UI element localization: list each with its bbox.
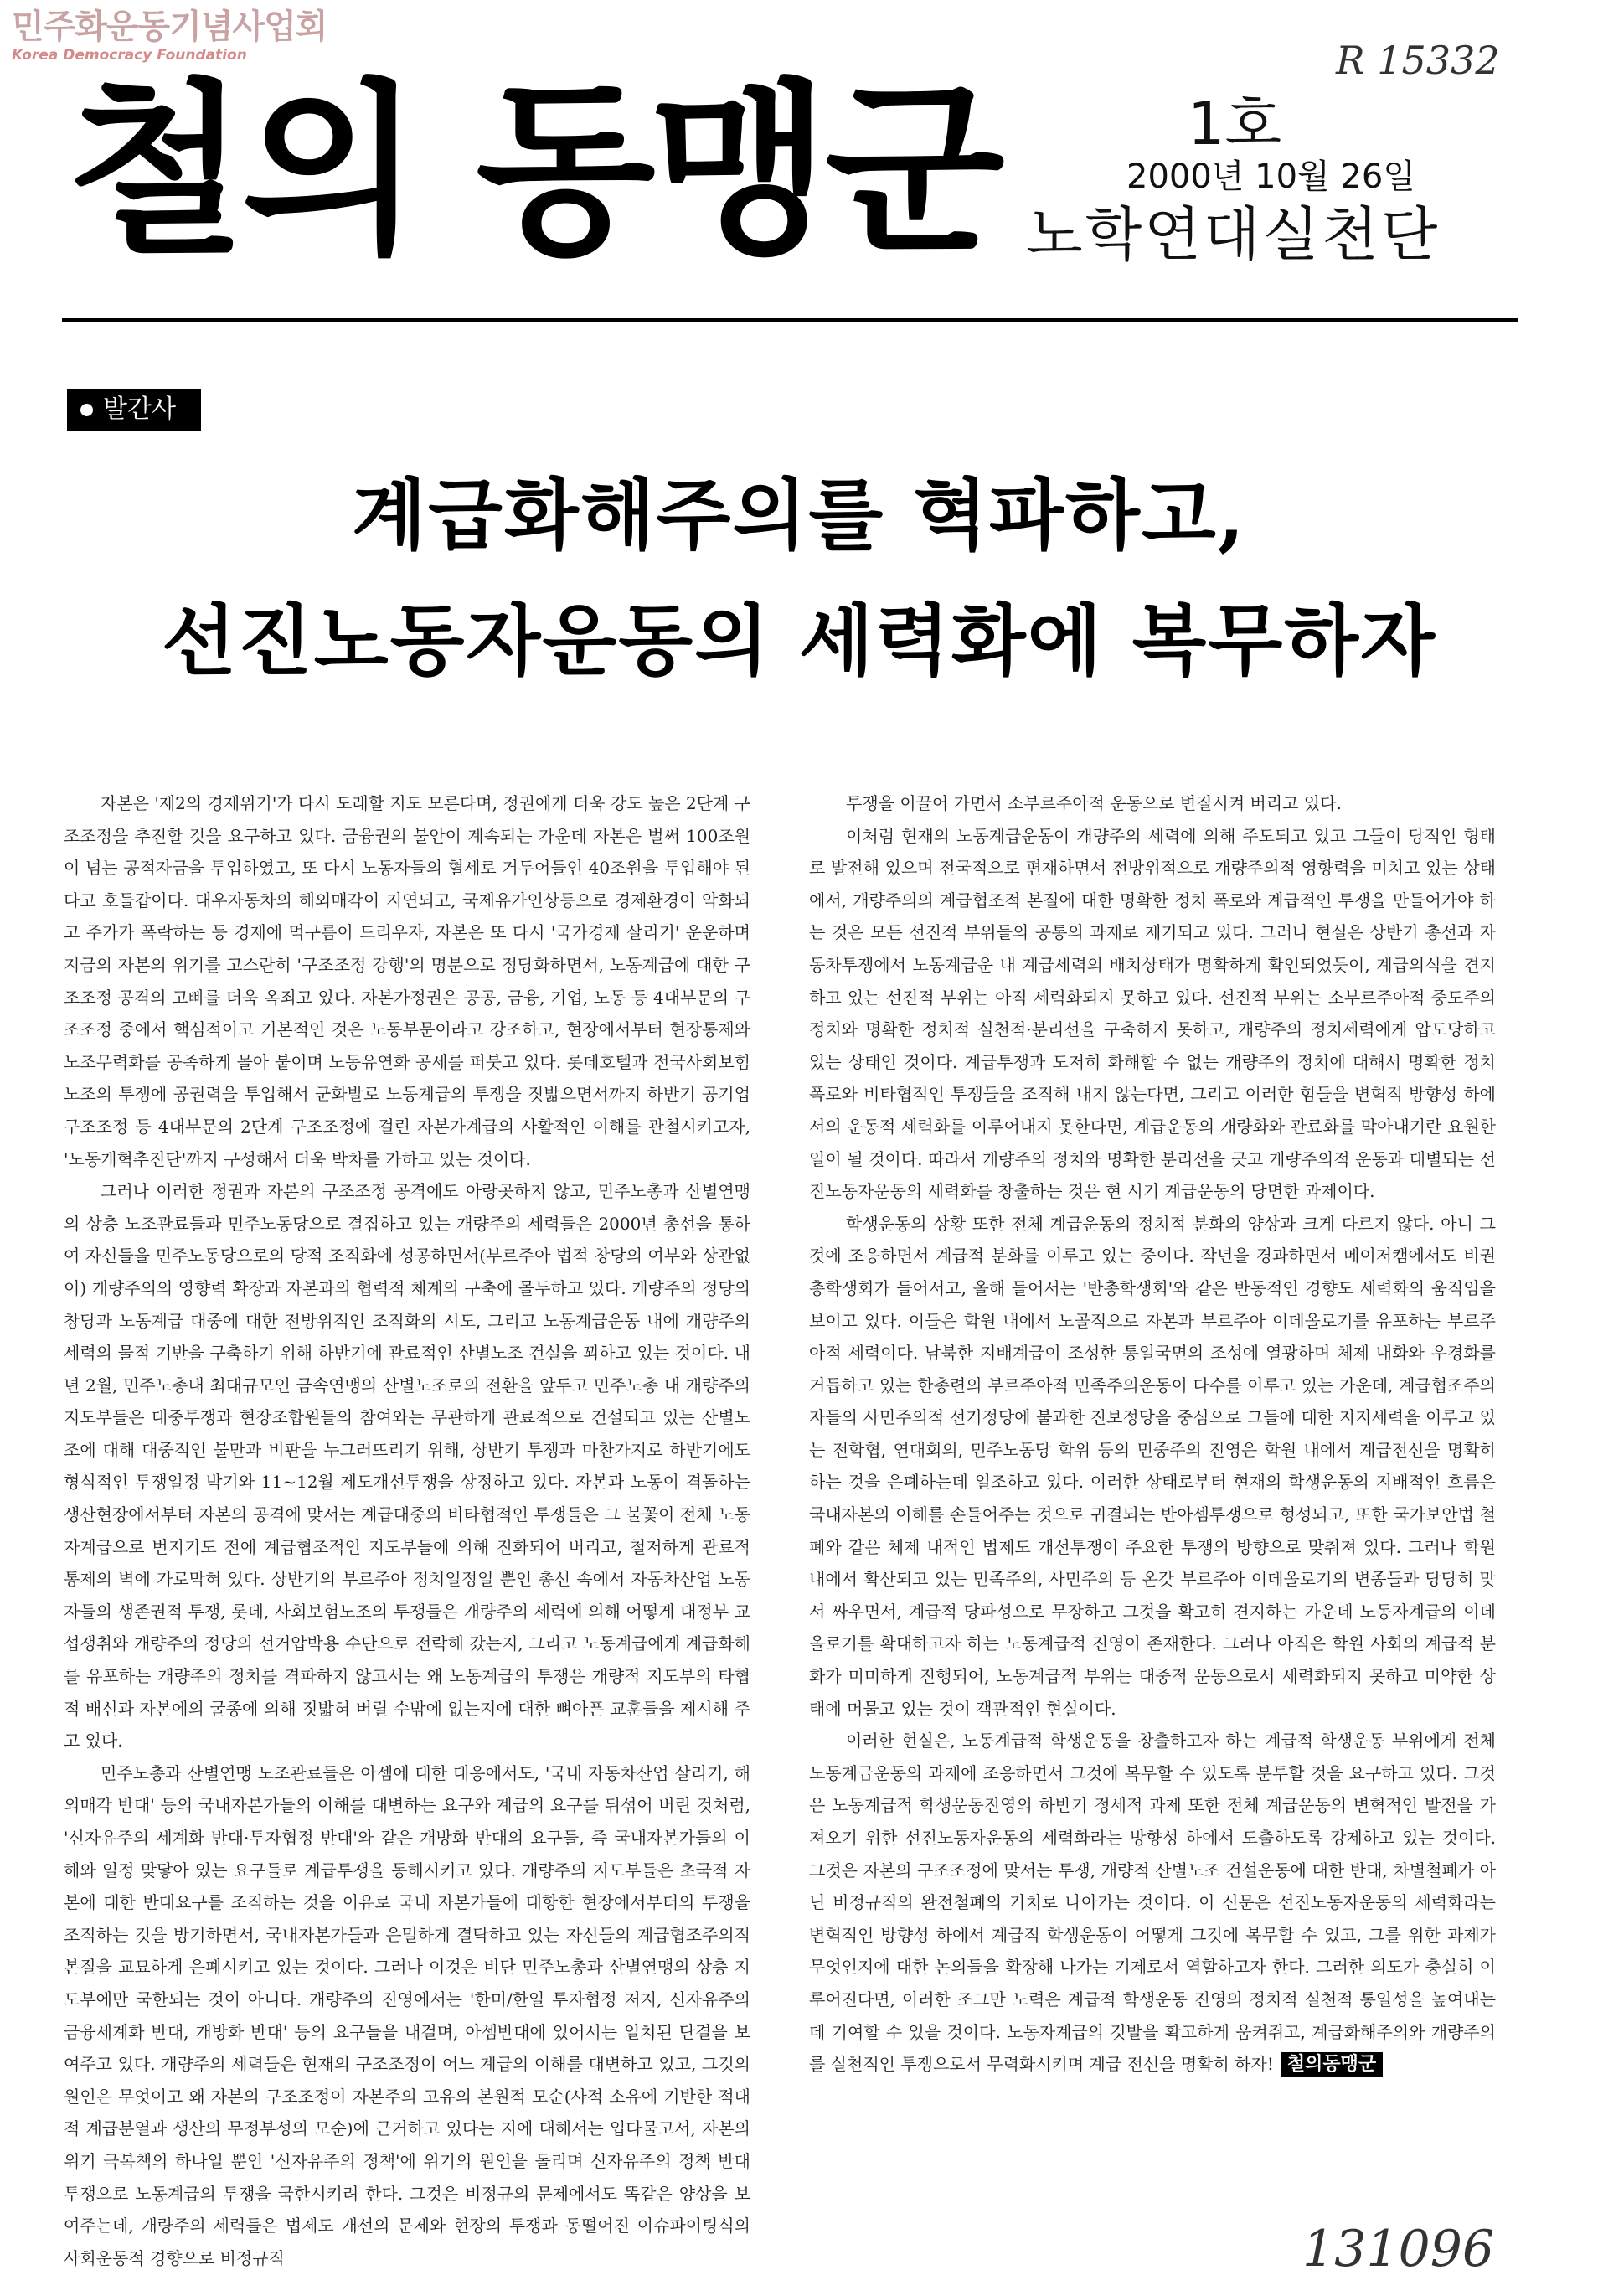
section-tag-label: 발간사 [103, 395, 176, 424]
paragraph: 자본은 '제2의 경제위기'가 다시 도래할 지도 모른다며, 정권에게 더욱 강도 높은 2단계 구조조정을 추진할 것을 요구하고 있다. 금융권의 불안이 계속되는 가운데 자본은 벌써 100조원이 넘는 공적자금을 투입하였고, 또 다시 노동자들의 혈세로 거두어들인 40조원을 투입해야 된다고 호들갑이다. 대우자동차의 해외매각이 지연되고, 국제유가인상등으로 경제환경이 악화되고 주가가 폭락하는 등 경제에 먹구름이 드리우자, 자본은 또 다시 '국가경제 살리기' 운운하며 지금의 자본의 위기를 고스란히 '구조조정 강행'의 명분으로 정당화하면서, 노동계급에 대한 구조조정 공격의 고삐를 더욱 옥죄고 있다. 자본가정권은 공공, 금융, 기업, 노동 등 4대부문의 구조조정 중에서 핵심적이고 기본적인 것은 노동부문이라고 강조하고, 현장에서부터 현장통제와 노조무력화를 공족하게 몰아 붙이며 노동유연화 공세를 퍼붓고 있다. 롯데호텔과 전국사회보험노조의 투쟁에 공권력을 투입해서 군화발로 노동계급의 투쟁을 짓밟으면서까지 하반기 공기업 구조조정 등 4대부문의 2단계 구조조정에 걸린 자본가계급의 사활적인 이해를 관철시키고자, '노동개혁추진단'까지 구성해서 더욱 박차를 가하고 있는 것이다. [64, 793, 750, 1169]
archive-stamp-korean: 민주화운동기념사업회 [12, 8, 327, 46]
paragraph-final [809, 1725, 1496, 2081]
paragraph: 이처럼 현재의 노동계급운동이 개량주의 세력에 의해 주도되고 있고 그들이 당적인 형태로 발전해 있으며 전국적으로 편재하면서 전방위적으로 개량주의적 영향력을 미치고 있는 상태에서, 개량주의의 계급협조적 본질에 대한 명확한 정치 폭로와 계급적인 투쟁을 만들어가야 하는 것은 모든 선진적 부위들의 공통의 과제로 제기되고 있다. 그러나 현실은 상반기 총선과 자동차투쟁에서 노동계급운 내 계급세력의 배치상태가 명확하게 확인되었듯이, 계급의식을 견지하고 있는 선진적 부위는 아직 세력화되지 못하고 있다. 선진적 부위는 소부르주아적 중도주의 정치와 명확한 정치적 실천적·분리선을 구축하지 못하고, 개량주의 정치세력에게 압도당하고 있는 상태인 것이다. 계급투쟁과 도저히 화해할 수 없는 개량주의 정치에 대해서 명확한 정치 폭로와 비타협적인 투쟁들을 조직해 내지 않는다면, 그리고 이러한 힘들을 변혁적 방향성 하에서의 운동적 세력화를 이루어내지 못한다면, 계급운동의 개량화와 관료화를 막아내기란 요원한 일이 될 것이다. 따라서 개량주의 정치와 명확한 분리선을 긋고 개량주의적 운동과 대별되는 선진노동자운동의 세력화를 창출하는 것은 현 시기 계급운동의 당면한 과제이다. [809, 825, 1496, 1202]
paragraph: 민주노총과 산별연맹 노조관료들은 아셈에 대한 대응에서도, '국내 자동차산업 살리기, 해외매각 반대' 등의 국내자본가들의 이해를 대변하는 요구와 계급의 요구를 뒤섞어 버린 것처럼, '신자유주의 세계화 반대·투자협정 반대'와 같은 개방화 반대의 요구들, 즉 국내자본가들의 이해와 일정 맞닿아 있는 요구들로 계급투쟁을 동해시키고 있다. 개량주의 지도부들은 초국적 자본에 대한 반대요구를 조직하는 것을 이유로 국내 자본가들에 대항한 현장에서부터의 투쟁을 조직하는 것을 방기하면서, 국내자본가들과 은밀하게 결탁하고 있는 자신들의 계급협조주의적 본질을 교묘하게 은폐시키고 있는 것이다. 그러나 이것은 비단 민주노총과 산별연맹의 상층 지도부에만 국한되는 것이 아니다. 개량주의 진영에서는 '한미/한일 투자협정 저지, 신자유주의 금융세계화 반대, 개방화 반대' 등의 요구들을 내걸며, 아셈반대에 있어서는 일치된 단결을 보여주고 있다. 개량주의 세력들은 현재의 구조조정이 어느 계급의 이해를 대변하고 있고, 그것의 원인은 무엇이고 왜 자본의 구조조정이 자본주의 고유의 본원적 모순(사적 소유에 기반한 적대적 계급분열과 생산의 무정부성의 모순)에 근거하고 있다는 지에 대해서는 입다물고서, 자본의 위기 극복책의 하나일 뿐인 '신자유주의 정책'에 위기의 원인을 돌리며 신자유주의 정책 반대 투쟁으로 노동계급의 투쟁을 국한시키려 한다. 그것은 비정규의 문제에서도 똑같은 양상을 보여주는데, 개량주의 세력들은 법제도 개선의 문제와 현장의 투쟁과 동떨어진 이슈파이팅식의 사회운동적 경향으로 비정규직 [64, 1762, 750, 2268]
archive-stamp [12, 8, 327, 64]
paragraph: 그러나 이러한 정권과 자본의 구조조정 공격에도 아랑곳하지 않고, 민주노총과 산별연맹의 상층 노조관료들과 민주노동당으로 결집하고 있는 개량주의 세력들은 2000년 총선을 통하여 자신들을 민주노동당으로의 당적 조직화에 성공하면서(부르주아 법적 창당의 여부와 상관없이) 개량주의의 영향력 확장과 자본과의 협력적 체계의 구축에 몰두하고 있다. 개량주의 정당의 창당과 노동계급 대중에 대한 전방위적인 조직화의 시도, 그리고 노동계급운동 내에 개량주의 세력의 물적 기반을 구축하기 위해 하반기에 관료적인 산별노조 건설을 꾀하고 있는 것이다. 내년 2월, 민주노총내 최대규모인 금속연맹의 산별노조로의 전환을 앞두고 민주노총 내 개량주의 지도부들은 대중투쟁과 현장조합원들의 참여와는 무관하게 관료적으로 건설되고 있는 산별노조에 대해 대중적인 불만과 비판을 누그러뜨리기 위해, 상반기 투쟁과 마찬가지로 하반기에도 형식적인 투쟁일정 박기와 11~12월 제도개선투쟁을 상정하고 있다. 자본과 노동이 격돌하는 생산현장에서부터 자본의 공격에 맞서는 계급대중의 비타협적인 투쟁들은 그 불꽃이 전체 노동자계급으로 번지기도 전에 계급협조적인 지도부들에 의해 진화되어 버리고, 철저하게 관료적 통제의 벽에 가로막혀 있다. 상반기의 부르주아 정치일정일 뿐인 총선 속에서 자동차산업 노동자들의 생존권적 투쟁, 롯데, 사회보험노조의 투쟁들은 개량주의 세력에 의해 어떻게 대정부 교섭쟁취와 개량주의 정당의 선거압박용 수단으로 전락해 갔는지, 그리고 노동계급에게 계급화해를 유포하는 개량주의 정치를 격파하지 않고서는 왜 노동계급의 투쟁은 개량적 지도부의 타협적 배신과 자본에의 굴종에 의해 짓밟혀 버릴 수밖에 없는지에 대한 뼈아픈 교훈들을 제시해 주고 있다. [64, 1181, 750, 1752]
paragraph: 학생운동의 상황 또한 전체 계급운동의 정치적 분화의 양상과 크게 다르지 않다. 아니 그것에 조응하면서 계급적 분화를 이루고 있는 중이다. 작년을 경과하면서 메이저캠에서도 비권 총학생회가 들어서고, 올해 들어서는 '반총학생회'와 같은 반동적인 경향도 세력화의 움직임을 보이고 있다. 이들은 학원 내에서 노골적으로 자본과 부르주아 이데올로기를 유포하는 부르주아적 세력이다. 남북한 지배계급이 조성한 통일국면의 조성에 열광하며 체제 내화와 우경화를 거듭하고 있는 한총련의 부르주아적 민족주의운동이 다수를 이루고 있는 가운데, 계급협조주의자들의 사민주의적 선거정당에 불과한 진보정당을 중심으로 그들에 대한 지지세력을 이루고 있는 전학협, 연대회의, 민주노동당 학위 등의 민중주의 진영은 학원 내에서 계급전선을 명확히 하는 것을 은폐하는데 일조하고 있다. 이러한 상태로부터 현재의 학생운동의 지배적인 흐름은 국내자본의 이해를 손들어주는 것으로 귀결되는 반아셈투쟁으로 형성되고, 또한 국가보안법 철폐와 같은 체제 내적인 법제도 개선투쟁이 주요한 투쟁의 방향으로 맞춰져 있다. 그러나 학원 내에서 확산되고 있는 민족주의, 사민주의 등 온갖 부르주아 이데올로기의 변종들과 당당히 맞서 싸우면서, 계급적 당파성으로 무장하고 그것을 확고히 견지하는 가운데 노동자계급의 이데올로기를 확대하고자 하는 노동계급적 진영이 존재한다. 그러나 아직은 학원 사회의 계급적 분화가 미미하게 진행되어, 노동계급적 부위는 대중적 운동으로서 세력화되지 못하고 미약한 상태에 머물고 있는 것이 객관적인 현실이다. [809, 1213, 1496, 1719]
article-column-left [64, 787, 750, 2274]
archive-stamp-english: Korea Democracy Foundation [12, 47, 247, 64]
handwritten-page-number: 131096 [1302, 2220, 1495, 2278]
article-headline [0, 452, 1598, 704]
paragraph-text: 이러한 현실은, 노동계급적 학생운동을 창출하고자 하는 계급적 학생운동 부위에게 전체 노동계급운동의 과제에 조응하면서 그것에 복무할 수 있도록 분투할 것을 요구하고 있다. 그것은 노동계급적 학생운동진영의 하반기 정세적 과제 또한 전체 계급운동의 변혁적인 발전을 가져오기 위한 선진노동자운동의 세력화라는 방향성 하에서 도출하도록 강제하고 있는 것이다. 그것은 자본의 구조조정에 맞서는 투쟁, 개량적 산별노조 건설운동에 대한 반대, 차별철폐가 아닌 비정규직의 완전철폐의 기치로 나아가는 것이다. 이 신문은 선진노동자운동의 세력화라는 변혁적인 방향성 하에서 계급적 학생운동이 어떻게 그것에 복무할 수 있고, 그를 위한 과제가 무엇인지에 대한 논의들을 확장해 나가는 기제로서 역할하고자 한다. 그러한 의도가 충실히 이루어진다면, 이러한 조그만 노력은 계급적 학생운동 진영의 정치적 실천적 통일성을 높여내는데 기여할 수 있을 것이다. 노동자계급의 깃발을 확고하게 움켜쥐고, 계급화해주의와 개량주의를 실천적인 투쟁으로서 무력화시키며 계급 전선을 명확히 하자! [809, 1731, 1496, 2075]
article-column-right [809, 787, 1496, 2081]
newspaper-masthead: 철의 동맹군 [67, 64, 1000, 280]
issue-date: 2000년 10월 26일 [1126, 157, 1415, 196]
handwritten-archive-number: R 15332 [1336, 38, 1500, 83]
publisher-name: 노학연대실천단 [1026, 200, 1441, 269]
headline-line-1: 계급화해주의를 혁파하고, [352, 470, 1246, 560]
section-tag [67, 389, 201, 431]
paragraph: 투쟁을 이끌어 가면서 소부르주아적 운동으로 변질시켜 버리고 있다. [846, 793, 1342, 813]
header-divider [62, 318, 1518, 322]
bullet-icon [80, 404, 93, 416]
headline-line-2: 선진노동자운동의 세력화에 복무하자 [161, 596, 1436, 686]
signature-badge: 철의동맹군 [1281, 2052, 1383, 2077]
issue-number: 1호 [1188, 90, 1282, 158]
